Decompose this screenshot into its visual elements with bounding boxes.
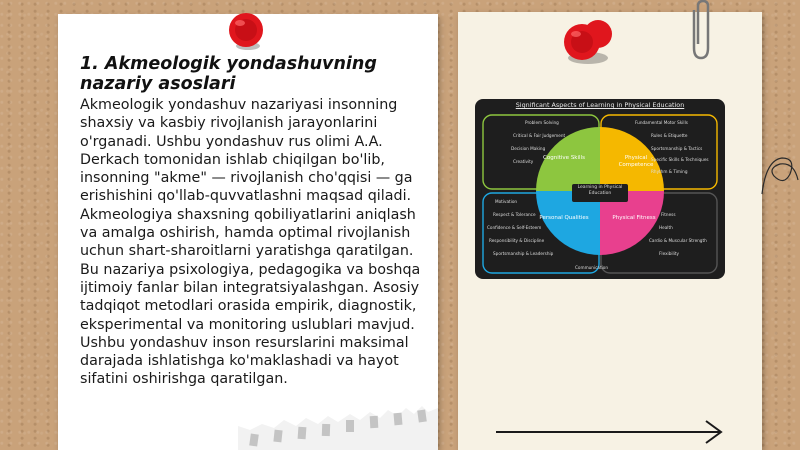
infographic-center-label: Learning in Physical Education — [577, 185, 623, 196]
pushpin-icon — [560, 14, 620, 66]
item-label: Cardio & Muscular Strength — [649, 238, 707, 243]
item-label: Decision Making — [511, 146, 546, 151]
item-label: Responsibility & Discipline — [489, 238, 545, 243]
paperclip-icon — [686, 0, 716, 62]
item-label: Motivation — [495, 199, 518, 204]
item-label: Flexibility — [659, 251, 679, 256]
quadrant-label-fitness: Physical Fitness — [612, 215, 656, 221]
item-label: Specific Skills & Techniques — [651, 157, 709, 162]
note-title: 1. Akmeologik yondashuvning nazariy asoslari — [80, 54, 377, 94]
item-label: Creativity — [513, 159, 534, 164]
squiggle-icon — [760, 150, 800, 210]
quadrant-label-cognitive: Cognitive Skills — [543, 155, 585, 161]
item-label: Respect & Tolerance — [493, 212, 536, 217]
quadrant-label-physical-competence: Physical Competence — [618, 155, 654, 168]
item-label: Confidence & Self-Esteem — [487, 225, 542, 230]
item-label: Problem Solving — [525, 120, 559, 125]
item-label: Sportsmanship & Tactics — [651, 146, 703, 151]
item-label: Communication — [575, 265, 609, 270]
item-label: Fitness — [661, 212, 676, 217]
quadrant-label-personal: Personal Qualities — [539, 215, 589, 221]
torn-paper-strip — [238, 404, 438, 450]
item-label: Sportsmanship & Leadership — [493, 251, 554, 256]
item-label: Fundamental Motor Skills — [635, 120, 688, 125]
item-label: Rhythm & Timing — [651, 169, 688, 174]
infographic-card — [475, 99, 725, 279]
note-body-text: Akmeologik yondashuv nazariyasi insonning shaxsiy va kasbiy rivojlanish jarayonlarini o'rganadi. Ushbu yondashuv rus olimi A.A. Derkach tomonidan ishlab chiqilgan bo'lib, insonning "akme" — rivojlanish cho'qqisi — ga erishishini qo'llab-quvvatlashni maqsad qiladi. Akmeologiya shaxsning qobiliyatlarini aniqlash va amalga oshirish, hamda optimal rivojlanish uchun shart-sharoitlarni yaratishga qaratilgan. Bu nazariya psixologiya, pedagogika va boshqa ijtimoiy fanlar bilan integratsiyalashgan. Asosiy tadqiqot metodlari orasida empirik, diagnostik, eksperimental va monitoring uslublari mavjud. Ushbu yondashuv inson resurslarini maksimal darajada ishlatishga ko'maklashadi va hayot sifatini oshirishga qaratilgan. — [80, 97, 421, 388]
item-label: Critical & Fair Judgement — [513, 133, 566, 138]
pushpin-icon — [224, 10, 268, 52]
item-label: Health — [659, 225, 673, 230]
arrow-icon — [494, 418, 726, 448]
left-note-paper — [58, 14, 438, 450]
infographic-title: Significant Aspects of Learning in Physical Education — [515, 101, 685, 109]
item-label: Rules & Etiquette — [651, 133, 688, 138]
